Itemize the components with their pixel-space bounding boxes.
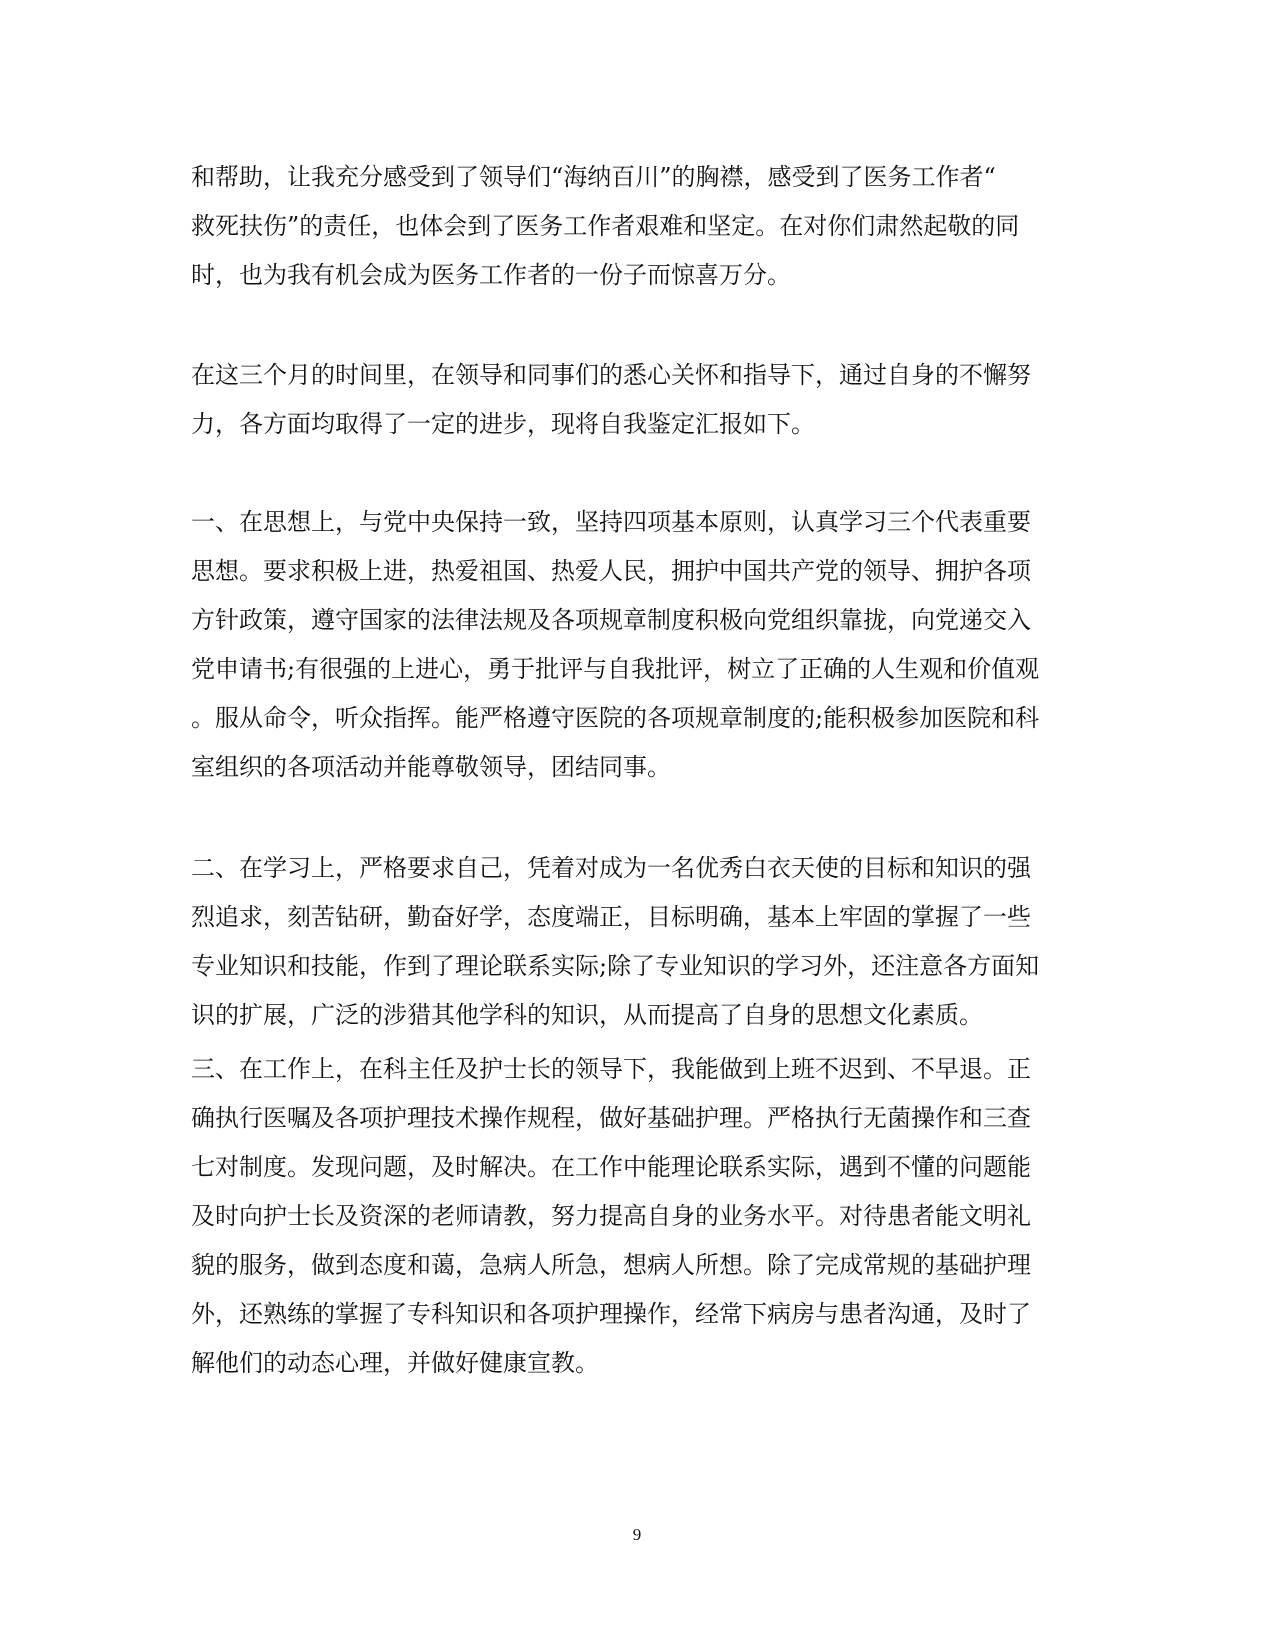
text-line: 救死扶伤”的责任，也体会到了医务工作者艰难和坚定。在对你们肃然起敬的同 bbox=[191, 212, 1020, 240]
text-line: 三、在工作上，在科主任及护士长的领导下，我能做到上班不迟到、不早退。正 bbox=[191, 1055, 1031, 1083]
text-line: 二、在学习上，严格要求自己，凭着对成为一名优秀白衣天使的目标和知识的强 bbox=[191, 854, 1031, 882]
text-line: 貌的服务，做到态度和蔼，急病人所急，想病人所想。除了完成常规的基础护理 bbox=[191, 1251, 1031, 1279]
text-line: 解他们的动态心理，并做好健康宣教。 bbox=[191, 1349, 599, 1377]
text-line: 外，还熟练的掌握了专科知识和各项护理操作，经常下病房与患者沟通，及时了 bbox=[191, 1300, 1031, 1328]
paragraph-study bbox=[191, 844, 1085, 1040]
text-line: 专业知识和技能，作到了理论联系实际;除了专业知识的学习外，还注意各方面知 bbox=[191, 952, 1040, 980]
paragraph-work bbox=[191, 1045, 1085, 1388]
text-line: 一、在思想上，与党中央保持一致，坚持四项基本原则，认真学习三个代表重要 bbox=[191, 508, 1031, 536]
page-number: 9 bbox=[632, 1525, 642, 1544]
text-line: 及时向护士长及资深的老师请教，努力提高自身的业务水平。对待患者能文明礼 bbox=[191, 1202, 1031, 1230]
text-line: 七对制度。发现问题，及时解决。在工作中能理论联系实际，遇到不懂的问题能 bbox=[191, 1153, 1031, 1181]
text-line: 党申请书;有很强的上进心，勇于批评与自我批评，树立了正确的人生观和价值观 bbox=[191, 655, 1040, 683]
paragraph-intro bbox=[191, 351, 1085, 449]
paragraph-ideology bbox=[191, 498, 1085, 792]
text-line: 力，各方面均取得了一定的进步，现将自我鉴定汇报如下。 bbox=[191, 410, 815, 438]
text-line: 确执行医嘱及各项护理技术操作规程，做好基础护理。严格执行无菌操作和三查 bbox=[191, 1104, 1031, 1132]
text-line: 烈追求，刻苦钻研，勤奋好学，态度端正，目标明确，基本上牢固的掌握了一些 bbox=[191, 903, 1031, 931]
text-line: 识的扩展，广泛的涉猎其他学科的知识，从而提高了自身的思想文化素质。 bbox=[191, 1001, 983, 1029]
text-line: 思想。要求积极上进，热爱祖国、热爱人民，拥护中国共产党的领导、拥护各项 bbox=[191, 557, 1031, 585]
text-line: 和帮助，让我充分感受到了领导们“海纳百川”的胸襟，感受到了医务工作者“ bbox=[191, 163, 996, 191]
text-line: 室组织的各项活动并能尊敬领导，团结同事。 bbox=[191, 753, 671, 781]
text-line: 时，也为我有机会成为医务工作者的一份子而惊喜万分。 bbox=[191, 261, 791, 289]
text-line: 。服从命令，听众指挥。能严格遵守医院的各项规章制度的;能积极参加医院和科 bbox=[191, 704, 1040, 732]
text-line: 在这三个月的时间里，在领导和同事们的悉心关怀和指导下，通过自身的不懈努 bbox=[191, 361, 1031, 389]
text-line: 方针政策，遵守国家的法律法规及各项规章制度积极向党组织靠拢，向党递交入 bbox=[191, 606, 1031, 634]
paragraph-gratitude bbox=[191, 153, 1085, 300]
